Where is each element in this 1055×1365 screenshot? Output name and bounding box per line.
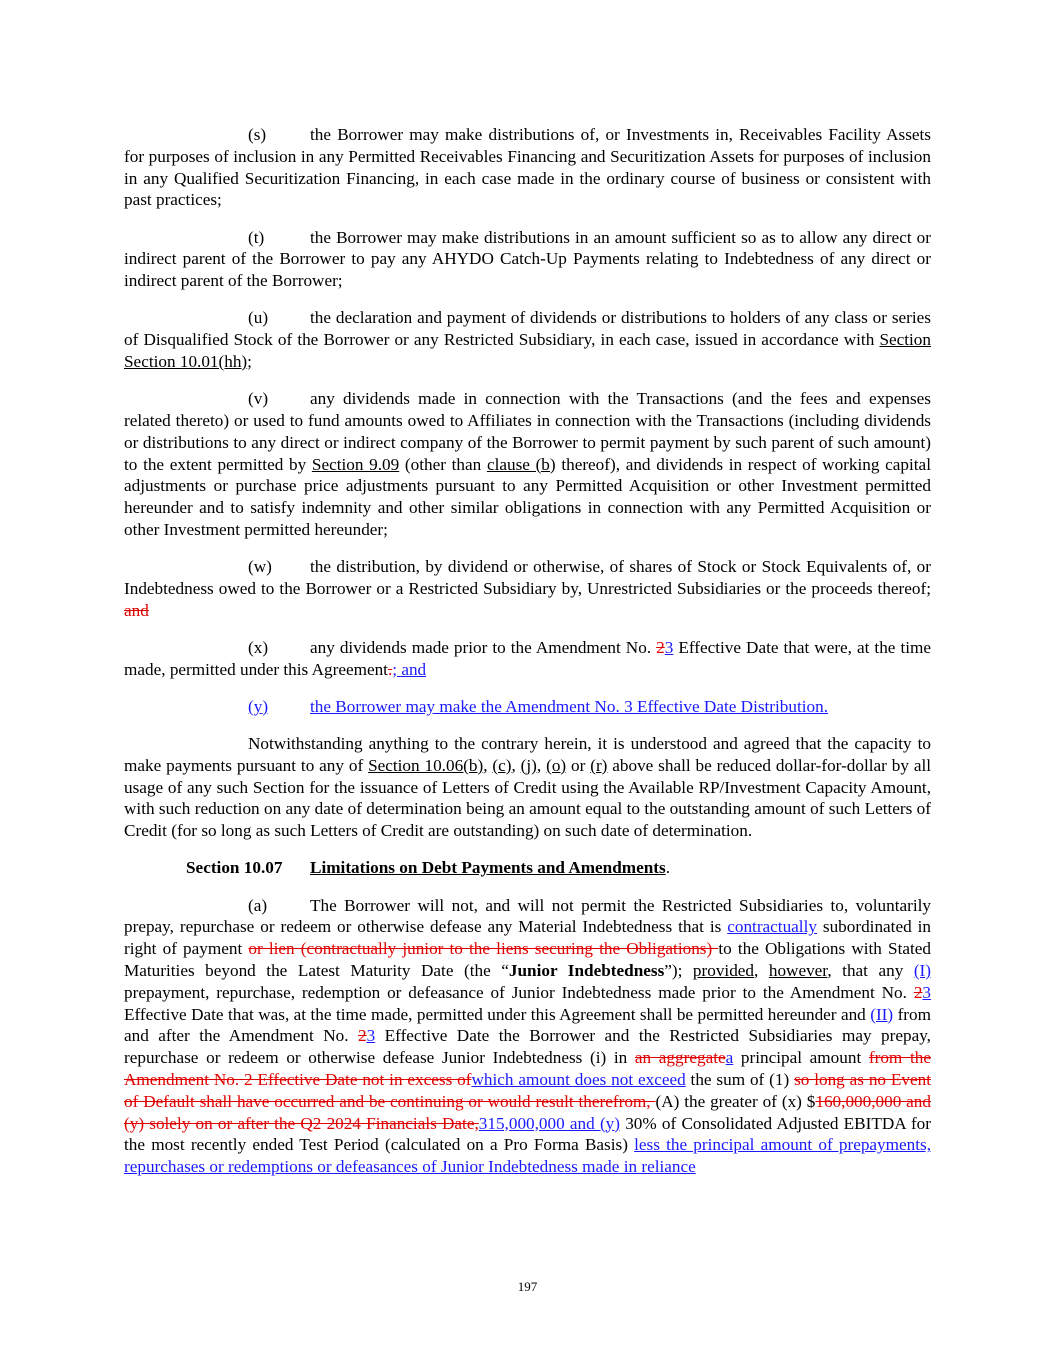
notwithstanding-paragraph xyxy=(124,733,931,842)
clause-text: (A) the greater of (x) $ xyxy=(655,1091,816,1111)
inserted-text: (I) xyxy=(913,961,931,981)
inserted-text: the Borrower may make the Amendment No. 3 Effective Date Distribution. xyxy=(310,696,829,716)
inserted-text: ; and xyxy=(392,659,427,679)
section-reference: Section Section 10.01(hh) xyxy=(124,330,931,371)
section-title: Limitations on Debt Payments and Amendments xyxy=(310,858,666,878)
deleted-text: from the Amendment No. 2 Effective Date not in excess of xyxy=(124,1048,931,1089)
clause-text: ”); xyxy=(664,961,693,981)
section-number: Section 10.07 xyxy=(186,858,283,878)
clause-a xyxy=(124,895,931,1178)
clause-label: (x) xyxy=(248,637,269,657)
section-reference: (c) xyxy=(492,755,512,775)
section-reference: Section 9.09 xyxy=(311,454,400,474)
clause-text: Effective Date that was, at the time made, permitted under this Agreement shall be permitted hereunder and xyxy=(124,1004,871,1024)
inserted-text: 3 xyxy=(366,1026,376,1046)
clause-text: The Borrower will not, and will not permit the Restricted Subsidiaries to, voluntarily prepay, repurchase or redeem or otherwise defease any Material Indebtedness that is xyxy=(124,895,931,937)
inserted-text: which amount does not exceed xyxy=(471,1070,686,1089)
clause-x xyxy=(124,637,931,681)
underlined-term: however xyxy=(768,961,828,981)
clause-text: prepayment, repurchase, redemption or defeasance of Junior Indebtedness made prior to the Amendment No. xyxy=(124,982,914,1002)
paragraph-text: , xyxy=(483,755,493,775)
defined-term: Junior Indebtedness xyxy=(508,961,665,981)
clause-label: (t) xyxy=(248,227,265,247)
clause-text: Effective Date the Borrower and the Restricted Subsidiaries may prepay, repurchase or redeem or otherwise defease Junior Indebtedness (i) in xyxy=(124,1026,931,1068)
section-reference: clause (b) xyxy=(486,454,556,474)
clause-label: (u) xyxy=(248,308,269,328)
paragraph-text: , xyxy=(511,755,521,775)
clause-text: thereof), and dividends in respect of working capital adjustments or purchase price adjustments pursuant to any Permitted Acquisition or other Investment permitted hereunder and to satisfy indemnity and other similar obligations in connection with any Permitted Acquisition or other Investment permitted hereunder; xyxy=(124,454,931,539)
clause-text: from and after the Amendment No. xyxy=(124,1004,931,1046)
inserted-text: a xyxy=(725,1048,734,1068)
deleted-text: 2 xyxy=(913,982,923,1002)
deleted-text: 2 xyxy=(656,637,665,657)
clause-s xyxy=(124,124,931,211)
clause-y xyxy=(124,696,931,718)
inserted-text: 315,000,000 and (y) xyxy=(478,1113,620,1133)
paragraph-text: above shall be reduced dollar-for-dollar by all usage of any such Section for the issuance of Letters of Credit using the Available RP/Investment Capacity Amount, with such reduction on any date of determination being an amount equal to the outstanding amount of such Letters of Credit (for so long as such Letters of Credit are outstanding) on such date of determination. xyxy=(124,755,932,841)
clause-text: the sum of (1) xyxy=(685,1070,795,1089)
clause-text: principal amount xyxy=(733,1048,869,1068)
clause-label: (v) xyxy=(248,389,269,409)
clause-text: any dividends made in connection with the Transactions (and the fees and expenses related thereto) or used to fund amounts owed to Affiliates in connection with the Transactions (including dividends or distributions to any direct or indirect company of the Borrower to permit payment by such parent of such amount) to the extent permitted by xyxy=(124,389,931,474)
clause-label: (a) xyxy=(248,895,268,915)
deleted-text: an aggregate xyxy=(634,1048,726,1068)
paragraph-text: , xyxy=(536,755,547,775)
clause-text: the declaration and payment of dividends or distributions to holders of any class or series of Disqualified Stock of the Borrower or any Restricted Subsidiary, in each case, issued in accordance with xyxy=(124,308,931,350)
document-page xyxy=(124,124,931,1193)
clause-text: (other than xyxy=(399,454,487,474)
clause-text: 30% of Consolidated Adjusted EBITDA for the most recently ended Test Period (calculated on a Pro Forma Basis) xyxy=(124,1113,931,1155)
section-reference: (o) xyxy=(546,755,567,775)
clause-t xyxy=(124,227,931,292)
deleted-text: . xyxy=(387,659,393,679)
deleted-text: 160,000,000 and (y) solely on or after the Q2 2024 Financials Date, xyxy=(124,1091,931,1133)
clause-text: the Borrower may make distributions of, or Investments in, Receivables Facility Assets for purposes of inclusion in any Permitted Receivables Financing and Securitization Assets for purposes of inclusion in any Qualified Securitization Financing, in each case made in the ordinary course of business or consistent with past practices; xyxy=(124,125,931,210)
clause-text: subordinated in right of payment xyxy=(124,917,931,959)
section-reference: Section 10.06(b) xyxy=(368,755,484,775)
deleted-text: or lien (contractually junior to the liens securing the Obligations) xyxy=(248,939,719,959)
inserted-text: 3 xyxy=(664,637,674,657)
underlined-term: provided xyxy=(692,961,755,981)
deleted-text: so long as no Event of Default shall have occurred and be continuing or would result therefrom, xyxy=(124,1070,931,1111)
clause-text: to the Obligations with Stated Maturities beyond the Latest Maturity Date (the “ xyxy=(124,939,931,981)
clause-text: ; xyxy=(247,351,252,371)
clause-text: Effective Date that were, at the time made, permitted under this Agreement xyxy=(124,637,931,679)
paragraph-text: or xyxy=(566,755,591,775)
clause-text: the Borrower may make distributions in an amount sufficient so as to allow any direct or indirect parent of the Borrower to pay any AHYDO Catch-Up Payments relating to Indebtedness of any direct or indirect parent of the Borrower; xyxy=(124,227,931,291)
section-reference: (r) xyxy=(590,755,608,775)
page-number: 197 xyxy=(517,1279,538,1294)
deleted-text: and xyxy=(124,600,149,620)
inserted-text: less the principal amount of prepayments, repurchases or redemptions or defeasances of Junior Indebtedness made in reliance xyxy=(124,1135,931,1177)
inserted-text: contractually xyxy=(727,917,817,937)
clause-w xyxy=(124,556,931,621)
section-title-period: . xyxy=(665,858,671,878)
clause-text: , that any xyxy=(827,961,914,981)
clause-text: any dividends made prior to the Amendment No. xyxy=(310,637,657,657)
clause-text: , xyxy=(754,961,769,981)
clause-label: (s) xyxy=(248,125,267,144)
clause-label: (y) xyxy=(248,696,269,716)
section-heading xyxy=(186,857,931,879)
paragraph-text: Notwithstanding anything to the contrary herein, it is understood and agreed that the capacity to make payments pursuant to any of xyxy=(124,734,931,775)
deleted-text: 2 xyxy=(358,1026,367,1046)
clause-u xyxy=(124,307,931,372)
section-reference: (j) xyxy=(520,755,537,775)
inserted-text: (II) xyxy=(870,1004,894,1024)
clause-text: the distribution, by dividend or otherwise, of shares of Stock or Stock Equivalents of, or Indebtedness owed to the Borrower or a Restricted Subsidiary by, Unrestricted Subsidiaries or the proceeds thereof; xyxy=(124,557,931,598)
inserted-text: 3 xyxy=(922,982,931,1002)
clause-label: (w) xyxy=(248,557,272,577)
clause-v xyxy=(124,388,931,541)
